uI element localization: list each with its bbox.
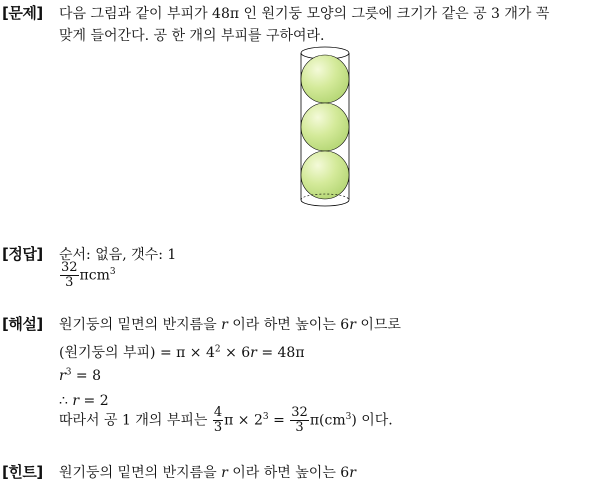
hint-label: [힌트]	[2, 463, 43, 481]
solution-line-4: ∴ r = 2	[59, 393, 109, 409]
ball-2	[301, 103, 349, 151]
answer-value: $\frac{32}{3}$ πcm$^3$	[61, 260, 116, 290]
solution-line-1: 원기둥의 밑면의 반지름을 r 이라 하면 높이는 6r 이므로	[59, 317, 401, 333]
cylinder-bottom-front	[301, 200, 349, 206]
fraction-thirtytwo-thirds: $\frac{32}{3}$	[291, 405, 308, 435]
fraction-four-thirds: $\frac{4}{3}$	[213, 405, 223, 435]
problem-line-2: 맞게 들어간다. 공 한 개의 부피를 구하여라.	[59, 28, 325, 44]
solution-label: [해설]	[2, 315, 43, 333]
cylinder-balls-figure	[296, 44, 356, 210]
solution-line-5: 따라서 공 1 개의 부피는 $\frac{4}{3}$ $\pi \times 2^3$ = $\frac{32}{3}$ $\pi(cm^3)$ 이다.	[59, 405, 393, 435]
solution-line-3: $r^3 = 8$	[59, 367, 101, 384]
ball-3	[301, 151, 349, 199]
hint-line: 원기둥의 밑면의 반지름을 r 이라 하면 높이는 6r	[59, 465, 356, 481]
ball-1	[301, 55, 349, 103]
solution-line-2: (원기둥의 부피) = $\pi \times 4^2 \times 6r = 48\pi$	[59, 344, 305, 361]
answer-label: [정답]	[2, 245, 43, 263]
problem-label: [문제]	[2, 4, 43, 22]
answer-fraction: $\frac{32}{3}$	[61, 260, 78, 290]
problem-line-1: 다음 그림과 같이 부피가 48π 인 원기둥 모양의 그릇에 크기가 같은 공 3 개가 꼭	[59, 6, 550, 22]
answer-line-1: 순서: 없음, 갯수: 1	[59, 247, 177, 263]
